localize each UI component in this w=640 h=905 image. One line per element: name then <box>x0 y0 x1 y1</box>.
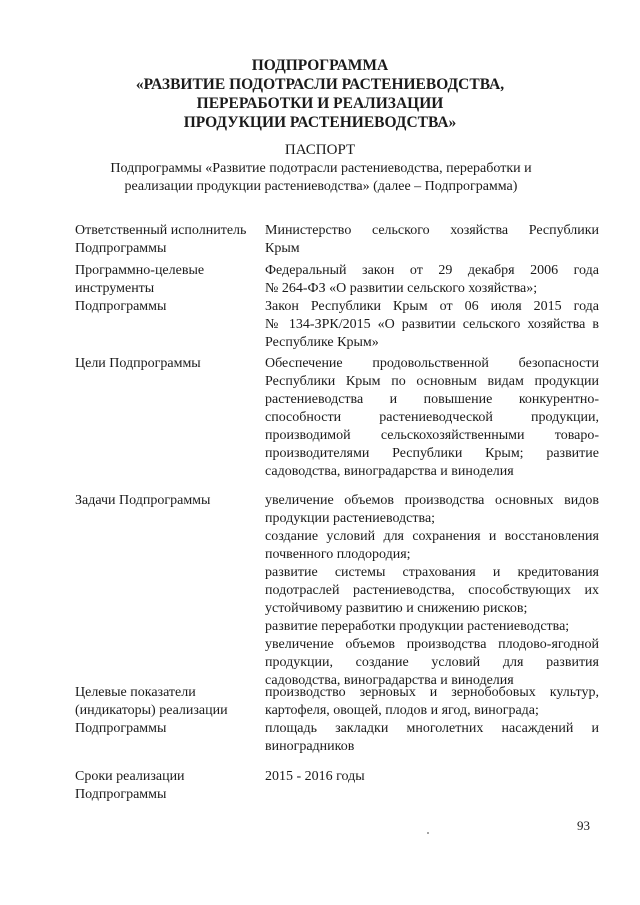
value-line: увеличение объемов производства основных видов <box>265 493 599 508</box>
label-line: Ответственный исполнитель <box>75 223 247 238</box>
label-line: Целевые показатели <box>75 685 196 700</box>
value-line: картофеля, овощей, плодов и ягод, винограда; <box>265 703 539 718</box>
value-line: № 264-ФЗ «О развитии сельского хозяйства»; <box>265 281 538 296</box>
row-value <box>265 768 599 786</box>
value-line: продукции растениеводства; <box>265 511 436 526</box>
row-value <box>265 355 599 481</box>
title-line: «РАЗВИТИЕ ПОДОТРАСЛИ РАСТЕНИЕВОДСТВА, <box>135 76 505 93</box>
value-line: площадь закладки многолетних насаждений и <box>265 721 599 736</box>
value-line: Республике Крым» <box>265 335 379 350</box>
row-label <box>75 262 260 316</box>
value-line: производимой сельскохозяйственными товаро- <box>265 428 599 443</box>
label-line: инструменты <box>75 281 155 296</box>
row-label <box>75 684 260 738</box>
value-line: № 134-ЗРК/2015 «О развитии сельского хозяйства в <box>265 317 599 332</box>
scan-speck <box>427 832 429 834</box>
value-line: развитие системы страхования и кредитования <box>265 565 599 580</box>
row-label <box>75 768 260 804</box>
row-value <box>265 684 599 756</box>
value-line: Республики Крым по основным видам продукции <box>265 374 599 389</box>
value-line: Закон Республики Крым от 06 июля 2015 года <box>265 299 599 314</box>
title-line: ПЕРЕРАБОТКИ И РЕАЛИЗАЦИИ <box>196 95 444 112</box>
value-line: увеличение объемов производства плодово-ягодной <box>265 637 599 652</box>
value-line: устойчивому развитию и снижению рисков; <box>265 601 528 616</box>
value-line: почвенного плодородия; <box>265 547 411 562</box>
value-line: способности растениеводческой продукции, <box>265 410 599 425</box>
value-line: Обеспечение продовольственной безопасности <box>265 356 599 371</box>
value-line: Федеральный закон от 29 декабря 2006 года <box>265 263 599 278</box>
passport-heading: ПАСПОРТ <box>284 142 356 158</box>
value-line: производство зерновых и зернобобовых культур, <box>265 685 599 700</box>
value-line: производителями Республики Крым; развитие <box>265 446 599 461</box>
value-line: продукции, создание условий для развития <box>265 655 599 670</box>
value-line: виноградников <box>265 739 355 754</box>
label-line: Задачи Подпрограммы <box>75 493 211 508</box>
value-line: садоводства, виноградарства и виноделия <box>265 464 514 479</box>
label-line: Подпрограммы <box>75 787 167 802</box>
label-line: (индикаторы) реализации <box>75 703 228 718</box>
value-line: развитие переработки продукции растениеводства; <box>265 619 570 634</box>
value-line: 2015 - 2016 годы <box>265 769 365 784</box>
label-line: Подпрограммы <box>75 241 167 256</box>
value-line: Министерство сельского хозяйства Республики <box>265 223 599 238</box>
label-line: Цели Подпрограммы <box>75 356 201 371</box>
passport-subtitle <box>100 160 542 196</box>
row-value <box>265 492 599 690</box>
document-title <box>0 56 640 132</box>
value-line: садоводства, виноградарства и виноделия <box>265 673 514 688</box>
label-line: Программно-целевые <box>75 263 205 278</box>
row-label <box>75 222 260 258</box>
label-line: Подпрограммы <box>75 721 167 736</box>
row-label <box>75 492 260 510</box>
page-number: 93 <box>577 818 590 833</box>
label-line: Подпрограммы <box>75 299 167 314</box>
value-line: растениеводства и повышение конкурентно- <box>265 392 599 407</box>
title-line: ПОДПРОГРАММА <box>251 57 389 74</box>
row-value <box>265 222 599 258</box>
subtitle-line: реализации продукции растениеводства» (далее – Подпрограмма) <box>124 179 518 194</box>
value-line: подотраслей растениеводства, способствующих их <box>265 583 599 598</box>
title-line: ПРОДУКЦИИ РАСТЕНИЕВОДСТВА» <box>183 114 457 131</box>
value-line: создание условий для сохранения и восстановления <box>265 529 599 544</box>
row-label <box>75 355 260 373</box>
value-line: Крым <box>265 241 300 256</box>
label-line: Сроки реализации <box>75 769 185 784</box>
row-value <box>265 262 599 352</box>
subtitle-line: Подпрограммы «Развитие подотрасли растениеводства, переработки и <box>110 161 532 176</box>
